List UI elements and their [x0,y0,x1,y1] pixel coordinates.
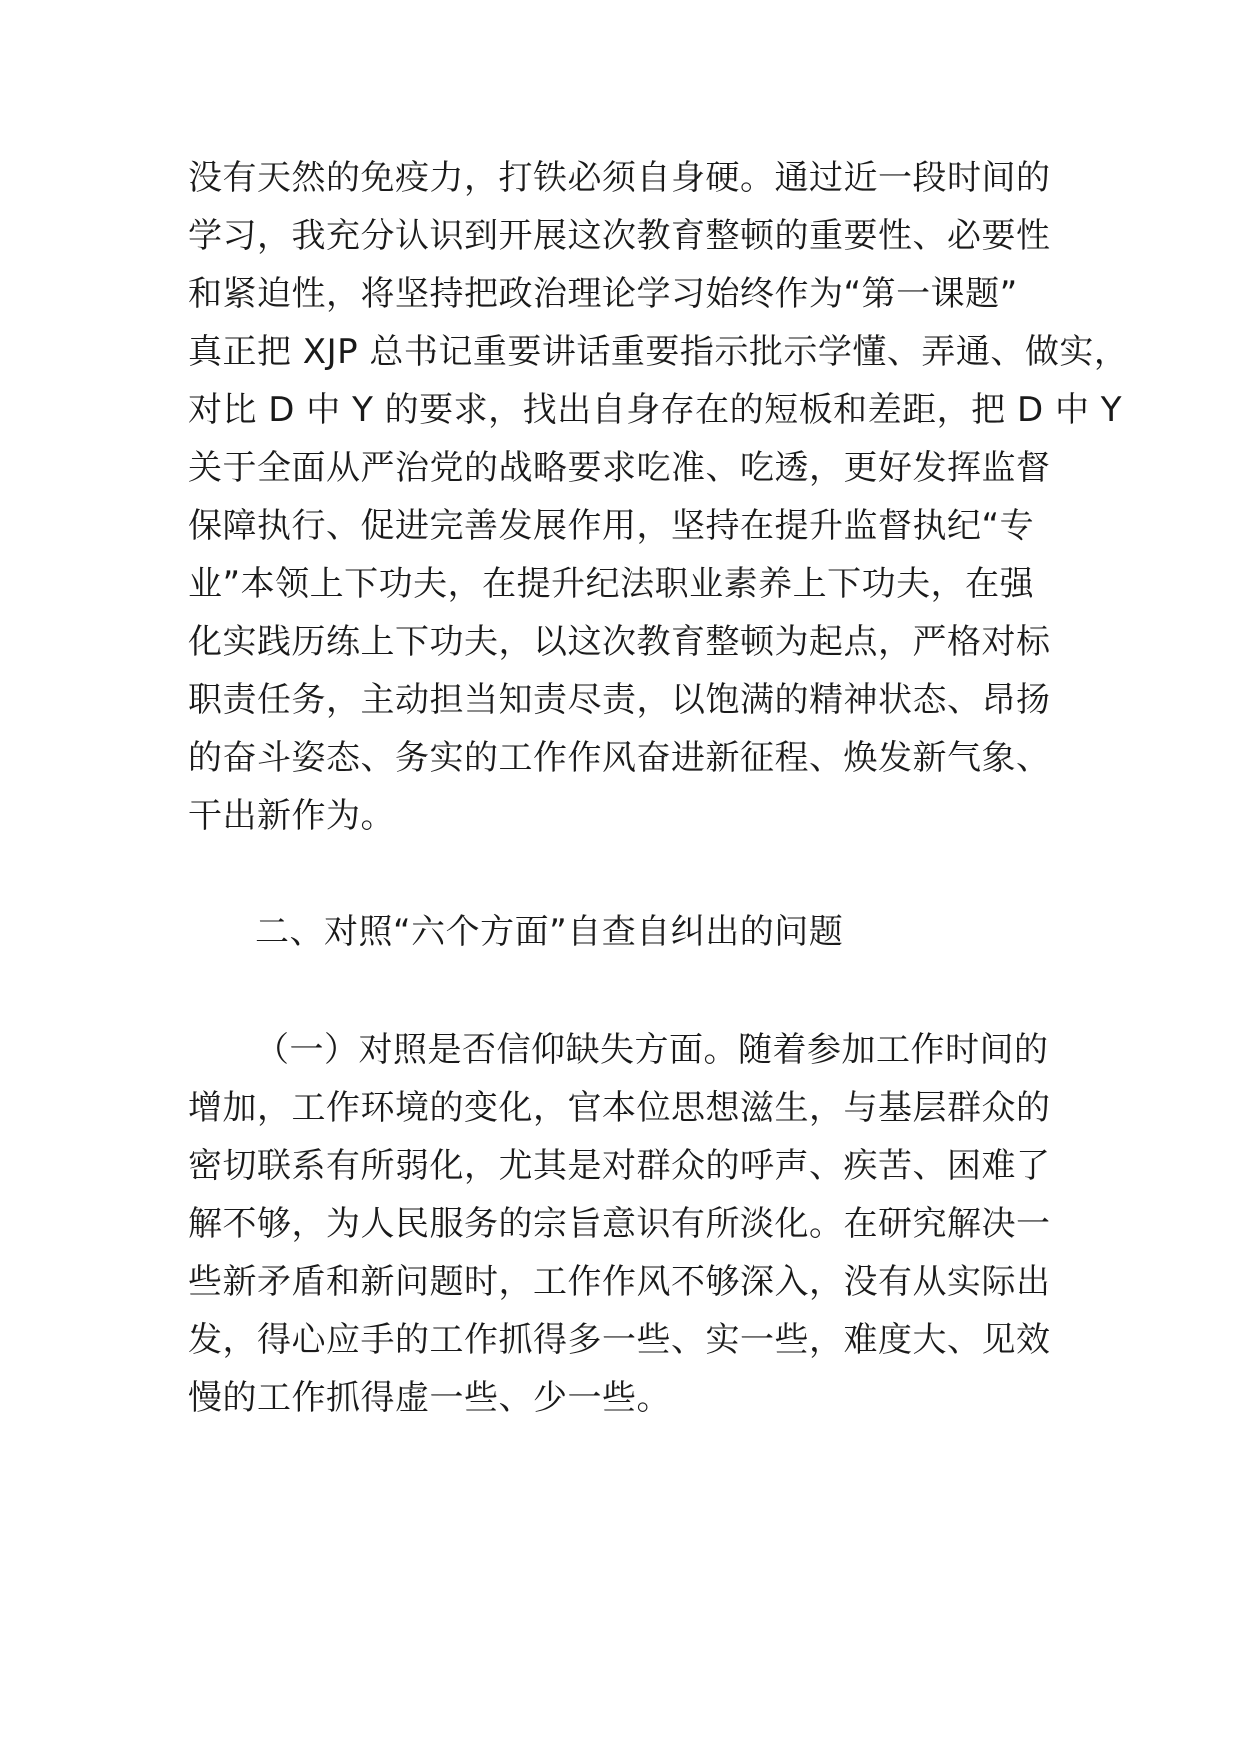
text-line: 干出新作为。 [188,796,395,836]
text-line: 解不够，为人民服务的宗旨意识有所淡化。在研究解决一 [188,1204,1051,1244]
text-line: 化实践历练上下功夫，以这次教育整顿为起点，严格对标 [188,622,1051,662]
text-line: 密切联系有所弱化，尤其是对群众的呼声、疾苦、困难了 [188,1146,1051,1186]
text-line: 和紧迫性，将坚持把政治理论学习始终作为“第一课题” [188,274,1018,314]
text-line: 的奋斗姿态、务实的工作作风奋进新征程、焕发新气象、 [188,738,1051,778]
text-line: 些新矛盾和新问题时，工作作风不够深入，没有从实际出 [188,1262,1051,1302]
text-line: 发，得心应手的工作抓得多一些、实一些，难度大、见效 [188,1320,1051,1360]
text-line: 职责任务，主动担当知责尽责，以饱满的精神状态、昂扬 [188,680,1051,720]
section-heading: 二、对照“六个方面”自查自纠出的问题 [255,912,844,952]
text-line: 学习，我充分认识到开展这次教育整顿的重要性、必要性 [188,216,1051,256]
text-line: （一）对照是否信仰缺失方面。随着参加工作时间的 [255,1030,1049,1070]
text-line: 关于全面从严治党的战略要求吃准、吃透，更好发挥监督 [188,448,1051,488]
text-line: 真正把 XJP 总书记重要讲话重要指示批示学懂、弄通、做实， [188,332,1129,372]
text-line: 慢的工作抓得虚一些、少一些。 [188,1378,671,1418]
text-line: 保障执行、促进完善发展作用，坚持在提升监督执纪“专 [188,506,1035,546]
text-line: 增加，工作环境的变化，官本位思想滋生，与基层群众的 [188,1088,1051,1128]
text-line: 业”本领上下功夫，在提升纪法职业素养上下功夫，在强 [188,564,1035,604]
text-line: 对比 D 中 Y 的要求，找出自身存在的短板和差距，把 D 中 Y [188,390,1123,430]
text-line: 没有天然的免疫力，打铁必须自身硬。通过近一段时间的 [188,158,1051,198]
